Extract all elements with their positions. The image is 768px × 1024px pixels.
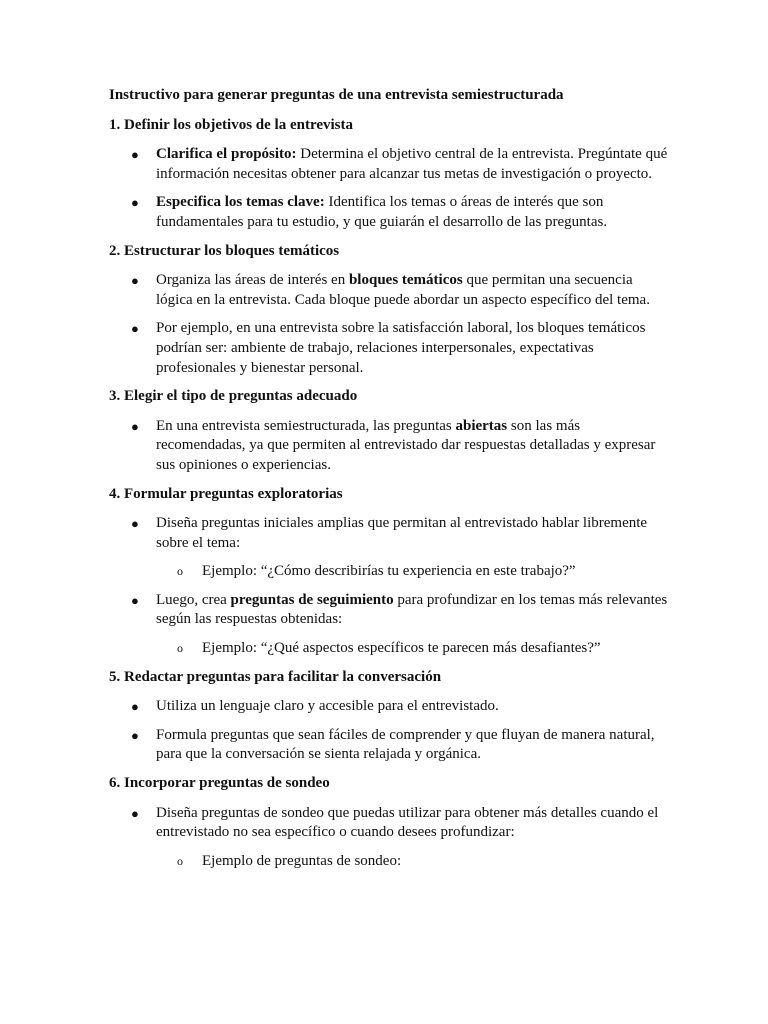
list-item [109,319,669,378]
item-text: son las más recomendadas, ya que permiten al entrevistado dar respuestas detalladas y expresar sus opiniones o experiencias. [156,417,656,473]
bullet-marker: ● [131,699,139,715]
bullet-marker: ● [131,516,139,532]
item-text: Utiliza un lenguaje claro y accesible para el entrevistado. [156,698,499,715]
section-3 [109,387,669,475]
item-bold-term: preguntas de seguimiento [230,591,394,608]
item-text: Identifica los temas o áreas de interés que son fundamentales para tu estudio, y que guiarán el desarrollo de las preguntas. [156,194,608,230]
bullet-list [109,271,669,378]
bullet-marker: ● [131,273,139,289]
item-text: Formula preguntas que sean fáciles de comprender y que fluyan de manera natural, para que la conversación se sienta relajada y orgánica. [156,726,655,763]
sub-bullet-marker: o [177,564,183,579]
item-bold-label: Clarifica el propósito: [156,146,297,163]
section-heading: 2. Estructurar los bloques temáticos [109,242,340,259]
sub-item-text: Ejemplo: “¿Cómo describirías tu experiencia en este trabajo?” [202,563,576,580]
list-item [109,726,669,765]
bullet-list [109,804,669,872]
bullet-marker: ● [131,727,139,743]
list-item [109,591,669,659]
sub-item-text: Ejemplo: “¿Qué aspectos específicos te parecen más desafiantes?” [202,640,601,657]
bullet-marker: ● [131,321,139,337]
document-title: Instructivo para generar preguntas de una entrevista semiestructurada [109,87,564,103]
bullet-list [109,514,669,659]
sub-bullet-marker: o [177,853,183,868]
sub-bullet-marker: o [177,641,183,656]
list-item [109,193,669,232]
section-1 [109,116,669,233]
sub-list [156,562,669,582]
bullet-marker: ● [131,805,139,821]
sub-item-text: Ejemplo de preguntas de sondeo: [202,852,402,869]
section-2 [109,242,669,379]
item-bold-label: Especifica los temas clave: [156,194,325,211]
bullet-list [109,417,669,476]
item-text: para profundizar en los temas más relevantes según las respuestas obtenidas: [156,591,668,628]
sub-list [156,639,669,659]
item-text: Por ejemplo, en una entrevista sobre la satisfacción laboral, los bloques temáticos podrían ser: ambiente de trabajo, relaciones interpersonales, expectativas profesionales y bienestar personal. [156,320,646,376]
list-item [109,271,669,310]
bullet-marker: ● [131,147,139,163]
item-text: Determina el objetivo central de la entrevista. Pregúntate qué información necesitas obtener para alcanzar tus metas de investigación o proyecto. [156,146,668,182]
section-6 [109,774,669,871]
list-item [109,145,669,184]
bullet-list [109,697,669,765]
item-text: Diseña preguntas iniciales amplias que permitan al entrevistado hablar libremente sobre el tema: [156,515,648,551]
item-text: En una entrevista semiestructurada, las preguntas [156,417,456,434]
bullet-marker: ● [131,418,139,434]
item-text: Organiza las áreas de interés en [156,272,349,289]
list-item [109,697,669,717]
bullet-marker: ● [131,195,139,211]
item-text: Luego, crea [156,591,231,608]
sub-list-item [156,639,669,659]
list-item [109,514,669,582]
list-item [109,804,669,872]
section-4 [109,485,669,659]
section-heading: 3. Elegir el tipo de preguntas adecuado [109,388,358,405]
section-5 [109,668,669,765]
section-heading: 6. Incorporar preguntas de sondeo [109,775,330,792]
section-heading: 4. Formular preguntas exploratorias [109,485,343,502]
item-bold-term: abiertas [455,417,508,434]
sub-list-item [156,562,669,582]
item-text: que permitan una secuencia lógica en la entrevista. Cada bloque puede abordar un aspecto específico del tema. [156,272,650,308]
bullet-marker: ● [131,592,139,608]
section-heading: 5. Redactar preguntas para facilitar la conversación [109,668,442,685]
item-bold-term: bloques temáticos [348,272,463,289]
sub-list-item [156,852,669,872]
item-text: Diseña preguntas de sondeo que puedas utilizar para obtener más detalles cuando el entrevistado no sea específico o cuando desees profundizar: [156,804,659,841]
document-body [109,86,669,880]
section-heading: 1. Definir los objetivos de la entrevista [109,116,354,133]
list-item [109,417,669,476]
sub-list [156,852,669,872]
bullet-list [109,145,669,232]
